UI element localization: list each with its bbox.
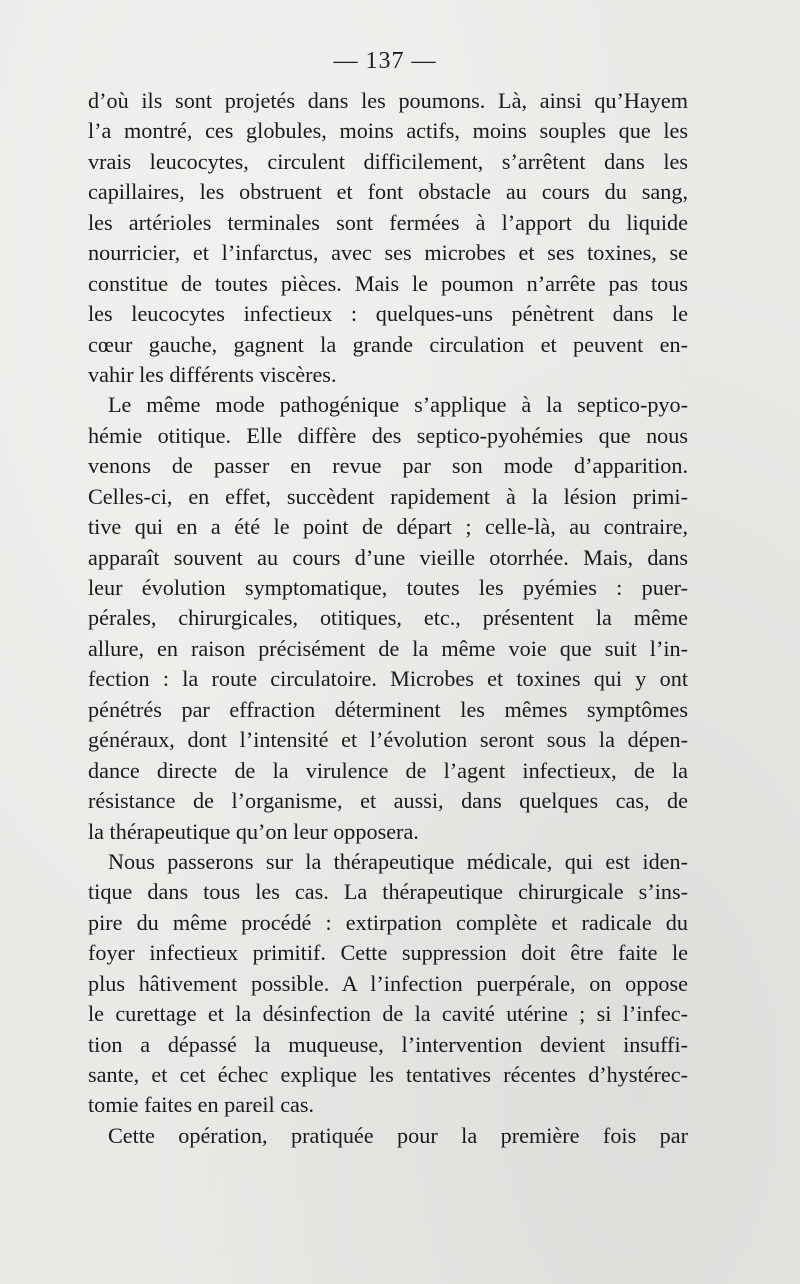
text-line: constitue de toutes pièces. Mais le poumon n’arrête pas tous [88,270,688,296]
text-line: tive qui en a été le point de départ ; celle-là, au contraire, [88,514,688,540]
text-line: pérales, chirurgicales, otitiques, etc., présentent la même [88,605,688,631]
text-line: venons de passer en revue par son mode d’apparition. [88,453,688,479]
text-line: tique dans tous les cas. La thérapeutique chirurgicale s’ins- [88,879,688,905]
text-line: Celles-ci, en effet, succèdent rapidement à la lésion primi- [88,483,688,509]
text-line: plus hâtivement possible. A l’infection puerpérale, on oppose [88,970,688,996]
text-line: foyer infectieux primitif. Cette suppression doit être faite le [88,940,688,966]
text-line: capillaires, les obstruent et font obstacle au cours du sang, [88,179,688,205]
text-line: apparaît souvent au cours d’une vieille otorrhée. Mais, dans [88,544,688,570]
text-line: dance directe de la virulence de l’agent infectieux, de la [88,757,688,783]
text-line: cœur gauche, gagnent la grande circulation et peuvent en- [88,331,688,357]
text-line: fection : la route circulatoire. Microbes et toxines qui y ont [88,666,688,692]
text-line: la thérapeutique qu’on leur opposera. [88,818,419,844]
text-line: sante, et cet échec explique les tentatives récentes d’hystérec- [88,1062,688,1087]
text-line: pire du même procédé : extirpation complète et radicale du [88,909,688,935]
text-line: les artérioles terminales sont fermées à l’apport du liquide [88,209,688,235]
text-line: les leucocytes infectieux : quelques-uns pénètrent dans le [88,301,688,327]
text-line: tion a dépassé la muqueuse, l’intervention devient insuffi- [88,1031,688,1057]
text-line: d’où ils sont projetés dans les poumons. Là, ainsi qu’Hayem [88,88,688,113]
text-line: Nous passerons sur la thérapeutique médicale, qui est iden- [108,848,688,874]
text-line: vrais leucocytes, circulent difficilement, s’arrêtent dans les [88,148,688,174]
text-line: généraux, dont l’intensité et l’évolution seront sous la dépen- [88,727,688,753]
text-line: résistance de l’organisme, et aussi, dans quelques cas, de [88,788,688,814]
page-number: — 137 — [333,48,437,74]
text-line: l’a montré, ces globules, moins actifs, moins souples que les [88,118,688,144]
text-line: allure, en raison précisément de la même voie que suit l’in- [88,635,688,661]
text-line: hémie otitique. Elle diffère des septico-pyohémies que nous [88,422,688,448]
text-line: pénétrés par effraction déterminent les mêmes symptômes [88,696,688,722]
text-line: le curettage et la désinfection de la cavité utérine ; si l’infec- [88,1001,688,1027]
text-line: vahir les différents viscères. [88,361,337,387]
text-line: tomie faites en pareil cas. [88,1092,315,1118]
text-line: nourricier, et l’infarctus, avec ses microbes et ses toxines, se [88,240,688,266]
text-line: Le même mode pathogénique s’applique à la septico-pyo- [108,392,688,418]
text-line: Cette opération, pratiquée pour la première fois par [108,1122,688,1148]
text-line: leur évolution symptomatique, toutes les pyémies : puer- [88,575,688,600]
body-text [88,86,688,1151]
